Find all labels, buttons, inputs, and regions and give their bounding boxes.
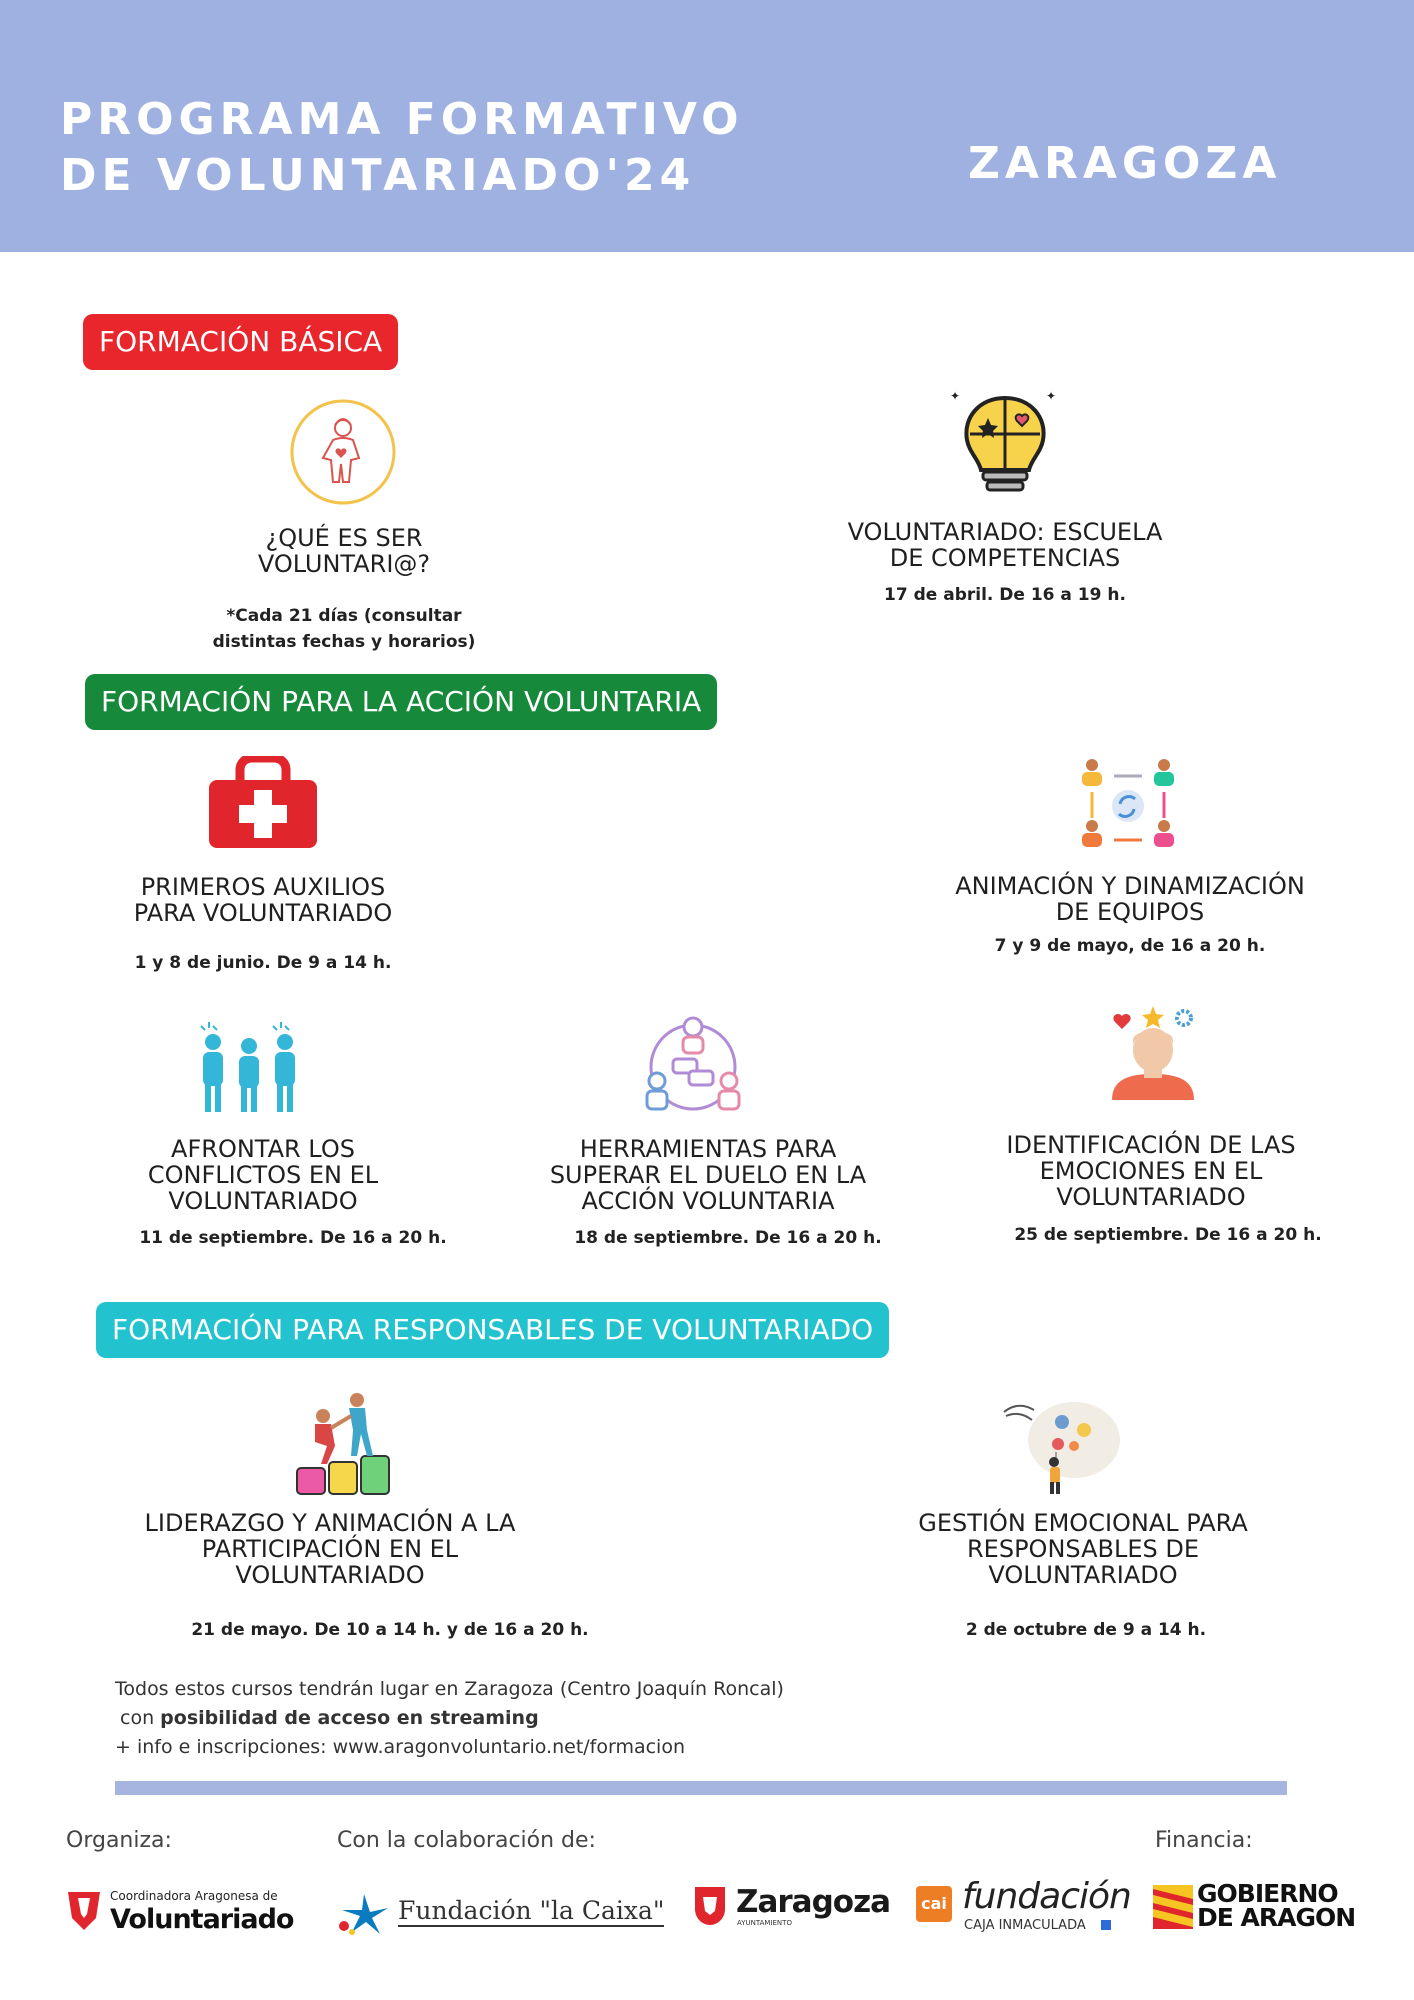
footer-streaming-bold: posibilidad de acceso en streaming	[160, 1707, 539, 1729]
course-date-duelo: 18 de septiembre. De 16 a 20 h.	[574, 1228, 882, 1248]
course-date-gestion: 2 de octubre de 9 a 14 h.	[965, 1620, 1207, 1640]
course-title-duelo: HERRAMIENTAS PARA SUPERAR EL DUELO EN LA ACCIÓN VOLUNTARIA	[549, 1135, 867, 1215]
city-title: ZARAGOZA	[968, 138, 1282, 189]
course-date-conflictos: 11 de septiembre. De 16 a 20 h.	[139, 1228, 447, 1248]
zaragoza-logo-text: Zaragoza	[736, 1884, 891, 1920]
leadership-steps-icon	[295, 1390, 395, 1496]
group-talk-icon	[643, 1015, 743, 1115]
course-date-escuela: 17 de abril. De 16 a 19 h.	[884, 585, 1126, 605]
cav-logo-icon	[64, 1888, 104, 1932]
course-title-animacion: ANIMACIÓN Y DINAMIZACIÓN DE EQUIPOS	[955, 872, 1305, 926]
aragon-logo-line2: DE ARAGON	[1197, 1903, 1356, 1932]
footer-info-text: + info e inscripciones: www.aragonvoluntario.net/formacion	[115, 1736, 685, 1758]
zaragoza-logo-sub: AYUNTAMIENTO	[737, 1919, 792, 1927]
course-date-emociones: 25 de septiembre. De 16 a 20 h.	[1014, 1225, 1322, 1245]
caixa-logo-text: Fundación "la Caixa"	[398, 1896, 665, 1925]
colabora-label: Con la colaboración de:	[337, 1828, 596, 1853]
course-title-conflictos: AFRONTAR LOS CONFLICTOS EN EL VOLUNTARIADO	[147, 1135, 379, 1215]
aragon-logo-line1: GOBIERNO	[1197, 1879, 1338, 1908]
course-title-auxilios: PRIMEROS AUXILIOS PARA VOLUNTARIADO	[133, 873, 393, 927]
cai-logo-text: fundación	[962, 1876, 1131, 1917]
program-title-line2: DE VOLUNTARIADO'24	[60, 150, 696, 201]
section-managers-label: FORMACIÓN PARA RESPONSABLES DE VOLUNTARIADO	[96, 1302, 889, 1358]
footer-divider	[115, 1781, 1287, 1795]
cai-square-icon	[1101, 1920, 1111, 1930]
footer-streaming-text	[120, 1704, 539, 1733]
footer-location-text: Todos estos cursos tendrán lugar en Zaragoza (Centro Joaquín Roncal)	[115, 1678, 784, 1700]
course-date-auxilios: 1 y 8 de junio. De 9 a 14 h.	[134, 953, 392, 973]
course-title-escuela: VOLUNTARIADO: ESCUELA DE COMPETENCIAS	[847, 518, 1163, 572]
cav-logo-small-text: Coordinadora Aragonesa de	[110, 1889, 278, 1903]
volunteer-heart-icon	[289, 398, 397, 506]
course-date-animacion: 7 y 9 de mayo, de 16 a 20 h.	[994, 936, 1266, 956]
first-aid-kit-icon	[208, 756, 318, 850]
svg-text:✦: ✦	[950, 390, 961, 403]
financia-label: Financia:	[1155, 1828, 1253, 1853]
cai-badge: cai	[916, 1886, 952, 1922]
course-title-emociones: IDENTIFICACIÓN DE LAS EMOCIONES EN EL VOLUNTARIADO	[1006, 1131, 1296, 1211]
program-title-line1: PROGRAMA FORMATIVO	[60, 94, 744, 145]
course-title-liderazgo: LIDERAZGO Y ANIMACIÓN A LA PARTICIPACIÓN EN EL VOLUNTARIADO	[144, 1509, 516, 1589]
emotional-balloons-icon	[1002, 1390, 1124, 1496]
footer-streaming-prefix: con	[120, 1707, 155, 1729]
svg-text:✦: ✦	[1046, 390, 1057, 403]
course-date-que-es: *Cada 21 días (consultar distintas fechas y horarios)	[212, 606, 476, 652]
course-date-liderazgo: 21 de mayo. De 10 a 14 h. y de 16 a 20 h.	[191, 1620, 589, 1640]
caixa-star-icon	[334, 1892, 392, 1936]
cav-logo-big-text: Voluntariado	[110, 1904, 294, 1935]
team-network-icon	[1078, 756, 1180, 856]
zaragoza-shield-icon	[693, 1885, 727, 1927]
section-basic-label: FORMACIÓN BÁSICA	[83, 314, 398, 370]
lightbulb-puzzle-icon	[946, 390, 1064, 500]
cai-logo-sub: CAJA INMACULADA	[964, 1918, 1086, 1933]
conflict-people-icon	[193, 1020, 305, 1116]
organiza-label: Organiza:	[66, 1828, 172, 1853]
head-emotions-icon	[1108, 1006, 1198, 1100]
course-title-gestion: GESTIÓN EMOCIONAL PARA RESPONSABLES DE VOLUNTARIADO	[918, 1509, 1248, 1589]
aragon-flag-icon	[1153, 1885, 1193, 1929]
section-action-label: FORMACIÓN PARA LA ACCIÓN VOLUNTARIA	[85, 674, 717, 730]
course-title-que-es: ¿QUÉ ES SER VOLUNTARI@?	[257, 524, 431, 578]
